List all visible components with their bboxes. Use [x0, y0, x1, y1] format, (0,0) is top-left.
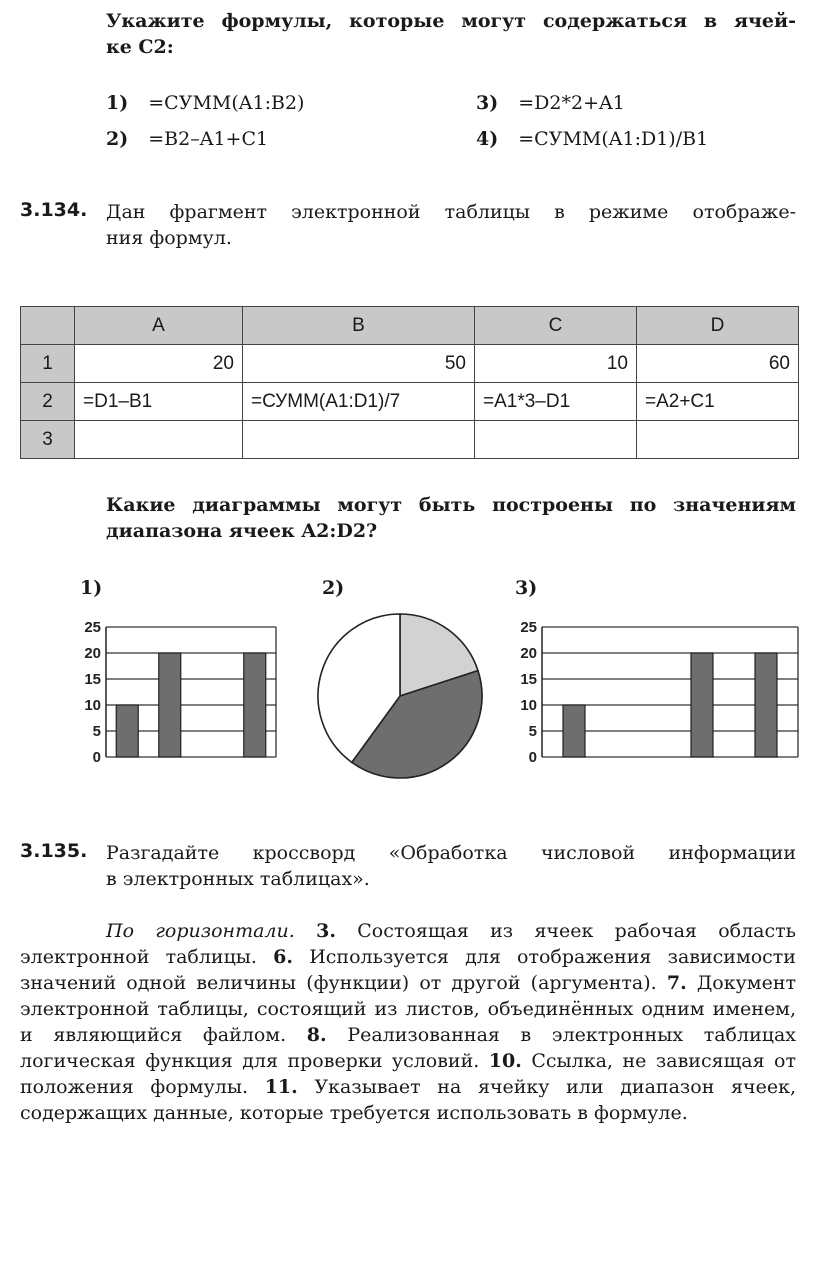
clue-number: 10.	[488, 1050, 522, 1072]
task-134-line2: ния формул.	[106, 227, 232, 249]
row-header: 3	[21, 421, 75, 459]
cell-b2: =СУММ(A1:D1)/7	[243, 383, 475, 421]
corner-cell	[21, 307, 75, 345]
clue-number: 7.	[666, 972, 687, 994]
column-header: D	[637, 307, 799, 345]
y-tick-label: 10	[84, 697, 101, 714]
clue-number: 3.	[316, 920, 336, 942]
bar	[691, 653, 713, 757]
task-134-text	[106, 199, 796, 251]
option-4	[476, 126, 708, 152]
cell-d2: =A2+C1	[637, 383, 799, 421]
prev-question-line2: ке С2:	[106, 36, 174, 58]
option-1	[106, 90, 304, 116]
cell-a3	[75, 421, 243, 459]
cell-c1: 10	[475, 345, 637, 383]
task-number: 3.135.	[20, 840, 88, 862]
clue-text: Документ электронной таблицы, состоящий из листов, объединённых одним именем, и являющийся файлом.	[20, 972, 796, 1046]
row-header: 2	[21, 383, 75, 421]
option-2	[106, 126, 268, 152]
clue-text: Состоящая из ячеек рабочая область электронной таблицы.	[20, 920, 796, 968]
cell-d3	[637, 421, 799, 459]
option-formula: =B2–A1+C1	[148, 128, 269, 150]
cell-d1: 60	[637, 345, 799, 383]
y-tick-label: 5	[92, 723, 101, 740]
y-tick-label: 20	[520, 645, 537, 662]
column-header: B	[243, 307, 475, 345]
option-formula: =СУММ(A1:D1)/B1	[518, 128, 709, 150]
task-135-text	[106, 840, 796, 892]
y-tick-label: 0	[528, 749, 537, 766]
bar	[159, 653, 181, 757]
table-row	[21, 421, 799, 459]
task-135-line2: в электронных таблицах».	[106, 868, 370, 890]
option-number: 2)	[106, 128, 129, 150]
prev-question-line1: Укажите формулы, которые могут содержаться в ячей-	[106, 10, 796, 32]
task-number: 3.134.	[20, 199, 88, 221]
bar	[244, 653, 266, 757]
option-number: 1)	[106, 92, 129, 114]
y-tick-label: 15	[84, 671, 101, 688]
table-row	[21, 345, 799, 383]
crossword-clues	[20, 918, 796, 1126]
clue-text: Указывает на ячейку или диапазон ячеек, содержащих данные, которые требуется использовать в формуле.	[20, 1076, 797, 1124]
column-header: C	[475, 307, 637, 345]
table-row	[21, 383, 799, 421]
bar-chart-3	[508, 612, 808, 772]
task-135-line1: Разгадайте кроссворд «Обработка числовой информации	[106, 842, 796, 864]
clues-lead: По горизонтали.	[106, 920, 295, 942]
chart-label-2: 2)	[322, 577, 345, 599]
clue-number: 8.	[306, 1024, 327, 1046]
y-tick-label: 0	[92, 749, 101, 766]
prev-question	[106, 8, 796, 60]
option-formula: =D2*2+A1	[518, 92, 625, 114]
spreadsheet	[20, 306, 799, 459]
pie-chart-2	[310, 606, 490, 786]
chart-label-1: 1)	[80, 577, 103, 599]
option-number: 4)	[476, 128, 499, 150]
clue-text: Используется для отображения зависимости значений одной величины (функции) от другой (аргумента).	[20, 946, 796, 994]
option-3	[476, 90, 625, 116]
clue-text: Ссылка, не зависящая от положения формулы.	[20, 1050, 797, 1098]
cell-a1: 20	[75, 345, 243, 383]
row-header: 1	[21, 345, 75, 383]
y-tick-label: 10	[520, 697, 537, 714]
bar	[563, 705, 585, 757]
chart-label-3: 3)	[515, 577, 538, 599]
cell-a2: =D1–B1	[75, 383, 243, 421]
clue-text: Реализованная в электронных таблицах логическая функция для проверки условий.	[20, 1024, 796, 1072]
bar-chart-1	[76, 612, 286, 772]
task-134-line1: Дан фрагмент электронной таблицы в режиме отображе-	[106, 201, 796, 223]
question-line2: диапазона ячеек A2:D2?	[106, 520, 378, 542]
cell-b1: 50	[243, 345, 475, 383]
header-row	[21, 307, 799, 345]
option-formula: =СУММ(A1:B2)	[148, 92, 305, 114]
y-tick-label: 25	[84, 619, 101, 636]
bar	[755, 653, 777, 757]
column-header: A	[75, 307, 243, 345]
y-tick-label: 20	[84, 645, 101, 662]
clue-number: 11.	[264, 1076, 298, 1098]
clue-number: 6.	[273, 946, 294, 968]
cell-b3	[243, 421, 475, 459]
y-tick-label: 15	[520, 671, 537, 688]
cell-c3	[475, 421, 637, 459]
option-number: 3)	[476, 92, 499, 114]
y-tick-label: 5	[528, 723, 537, 740]
question-line1: Какие диаграммы могут быть построены по значениям	[106, 494, 796, 516]
task-134-question	[106, 492, 796, 544]
bar	[116, 705, 138, 757]
cell-c2: =A1*3–D1	[475, 383, 637, 421]
y-tick-label: 25	[520, 619, 537, 636]
